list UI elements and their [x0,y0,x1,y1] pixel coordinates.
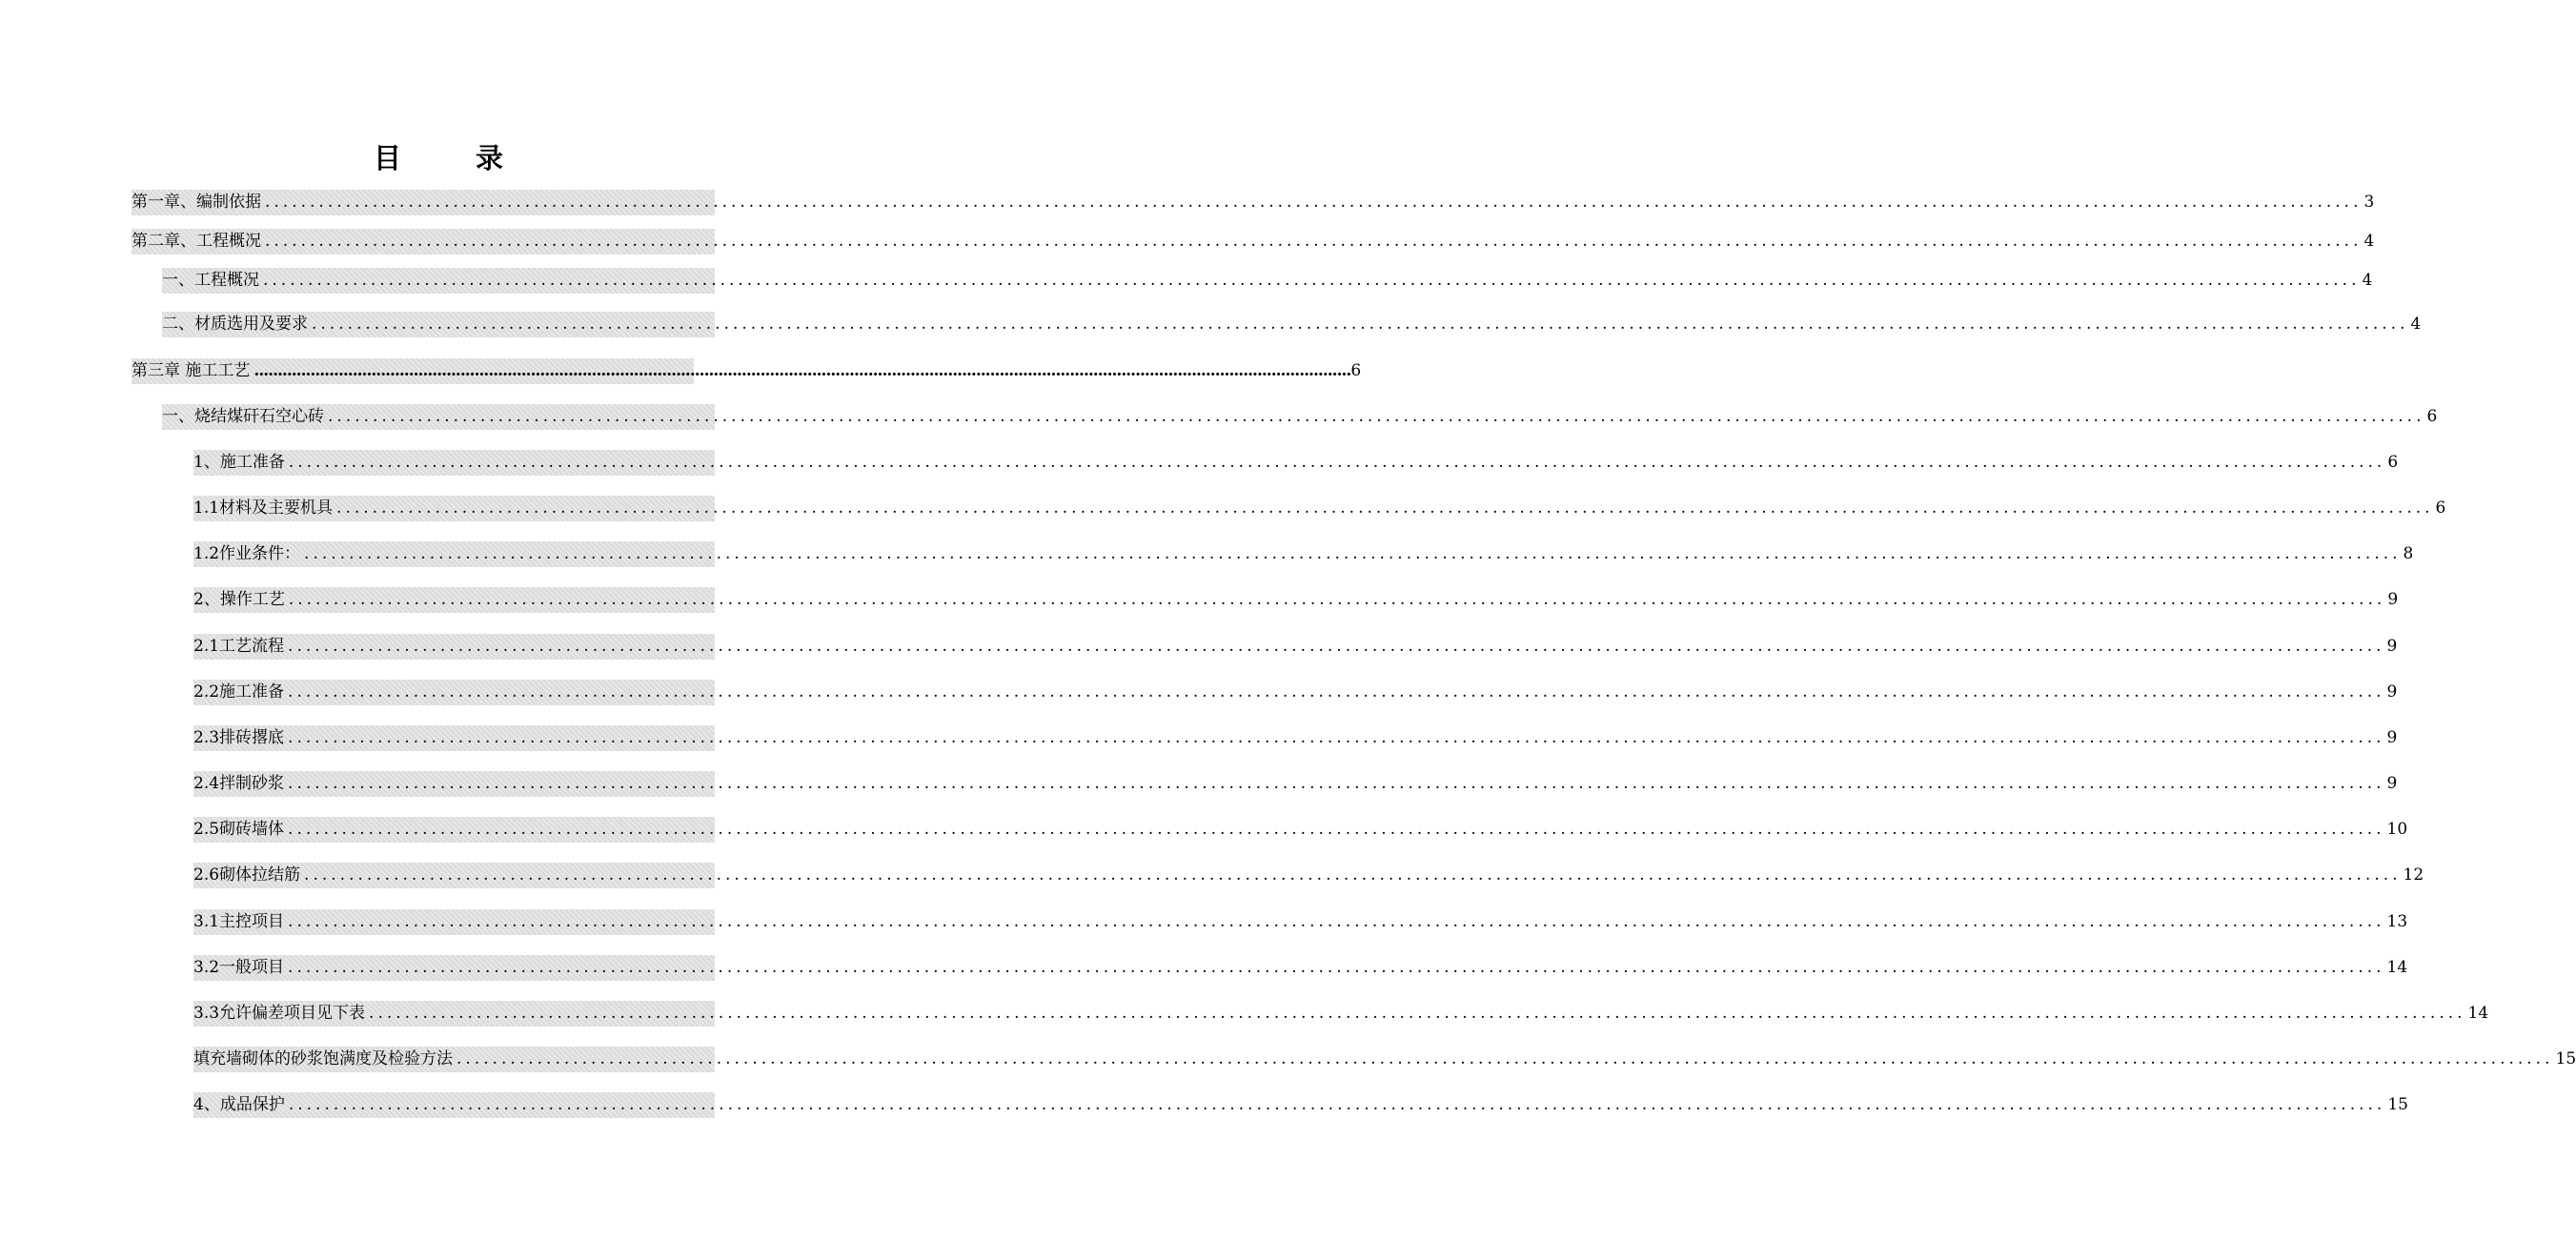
toc-entry-label: 1.1材料及主要机具 [193,498,334,518]
toc-dot-leader: .......................................................................................................................................................................................................................................... [304,865,2402,885]
toc-entry-label: 4、成品保护 [193,1095,285,1114]
toc-dot-leader: .......................................................................................................................................................................................................................................... [288,912,2385,931]
toc-entry-chapter-2[interactable] [132,229,2375,254]
toc-entry-label: 3.1主控项目 [193,912,285,931]
toc-dot-leader: .......................................................................................................................................................................................................................................... [288,820,2385,839]
toc-entry-label: 2.3排砖撂底 [193,728,285,747]
toc-entry-subsection[interactable] [193,771,2398,797]
toc-entry-section[interactable] [162,268,2373,294]
toc-entry-label: 一、工程概况 [162,271,259,290]
toc-page-number: 9 [2386,774,2398,793]
toc-entry-label: 1.2作业条件： [193,544,301,563]
toc-entry-label: 一、烧结煤矸石空心砖 [162,407,324,426]
toc-entry-label: 第一章、编制依据 [132,193,261,212]
toc-entry-chapter-1[interactable] [132,190,2375,215]
toc-page-number: 9 [2386,637,2398,656]
toc-page-number: 6 [2426,407,2438,426]
toc-entry-label: 2.2施工准备 [193,682,285,702]
toc-page-number: 4 [2363,232,2375,251]
toc-entry-subsection[interactable] [193,955,2408,981]
toc-entry-label: 3.2一般项目 [193,958,285,977]
toc-entry-label: 2.6砌体拉结筋 [193,865,301,885]
toc-page-number: 6 [1350,358,1361,384]
toc-dot-leader: .......................................................................................................................................................................................................................................... [304,544,2402,563]
toc-entry-section[interactable] [162,312,2422,337]
page-title: 目 录 [373,142,537,174]
toc-entry-subsection[interactable] [193,817,2408,843]
toc-page-number: 15 [2555,1049,2576,1068]
toc-entry-chapter-3[interactable] [132,358,1362,384]
toc-entry-label: 第三章 施工工艺 [132,361,251,380]
toc-page-number: 14 [2386,958,2408,977]
toc-dot-leader: .......................................................................................................................................................................................................................................... [265,232,2363,251]
toc-entry-subsection[interactable] [193,1092,2408,1118]
toc-page-number: 4 [2410,315,2422,334]
toc-page-number: 14 [2467,1004,2489,1023]
toc-entry-section[interactable] [162,404,2438,430]
toc-dot-leader: .......................................................................................................................................................................................................................................... [456,1049,2554,1068]
toc-entry-label: 二、材质选用及要求 [162,315,308,334]
toc-entry-subsection[interactable] [193,450,2399,476]
toc-page-number: 6 [2435,498,2446,518]
toc-dot-leader: .......................................................................................................................................................................................................................................... [288,728,2385,747]
toc-page-number: 6 [2387,453,2399,472]
toc-dot-leader: .......................................................................................................................................................................................................................................... [254,361,1351,380]
toc-page-number: 8 [2403,544,2414,563]
toc-dot-leader: .......................................................................................................................................................................................................................................... [288,682,2385,702]
toc-dot-leader: .......................................................................................................................................................................................................................................... [265,193,2363,212]
toc-entry-label: 2.4拌制砂浆 [193,774,285,793]
toc-dot-leader: .......................................................................................................................................................................................................................................... [288,1095,2386,1114]
toc-page-number: 3 [2363,193,2375,212]
toc-entry-subsection[interactable] [193,863,2424,888]
toc-page-number: 10 [2386,820,2408,839]
toc-entry-subsection[interactable] [193,1001,2489,1027]
toc-dot-leader: .......................................................................................................................................................................................................................................... [288,637,2385,656]
toc-entry-label: 1、施工准备 [193,453,285,472]
toc-page-number: 4 [2362,271,2373,290]
toc-page-number: 13 [2386,912,2408,931]
toc-dot-leader: .......................................................................................................................................................................................................................................... [328,407,2425,426]
toc-entry-subsection[interactable] [193,680,2398,705]
toc-entry-subsection[interactable] [193,909,2408,935]
toc-dot-leader: .......................................................................................................................................................................................................................................... [263,271,2361,290]
toc-entry-subsection[interactable] [193,725,2398,751]
toc-dot-leader: .......................................................................................................................................................................................................................................... [288,590,2386,609]
toc-entry-label: 2.1工艺流程 [193,637,285,656]
toc-page-number: 9 [2386,682,2398,702]
toc-entry-label: 2.5砌砖墙体 [193,820,285,839]
toc-page-number: 15 [2387,1095,2408,1114]
toc-dot-leader: .......................................................................................................................................................................................................................................... [288,453,2386,472]
toc-dot-leader: .......................................................................................................................................................................................................................................... [288,958,2385,977]
toc-entry-subsection[interactable] [193,496,2446,521]
toc-entry-subsection[interactable] [193,634,2398,660]
toc-entry-label: 2、操作工艺 [193,590,285,609]
toc-dot-leader: .......................................................................................................................................................................................................................................... [288,774,2385,793]
toc-page-number: 9 [2387,590,2399,609]
toc-entry-label: 第二章、工程概况 [132,232,261,251]
toc-dot-leader: .......................................................................................................................................................................................................................................... [312,315,2409,334]
toc-page-number: 12 [2403,865,2424,885]
toc-dot-leader: .......................................................................................................................................................................................................................................... [336,498,2434,518]
toc-entry-subsection[interactable] [193,1047,2576,1072]
toc-entry-label: 填充墙砌体的砂浆饱满度及检验方法 [193,1049,453,1068]
toc-entry-subsection[interactable] [193,541,2414,567]
toc-entry-subsection[interactable] [193,587,2399,613]
toc-entry-label: 3.3允许偏差项目见下表 [193,1004,366,1023]
toc-page-number: 9 [2386,728,2398,747]
toc-dot-leader: .......................................................................................................................................................................................................................................... [369,1004,2466,1023]
